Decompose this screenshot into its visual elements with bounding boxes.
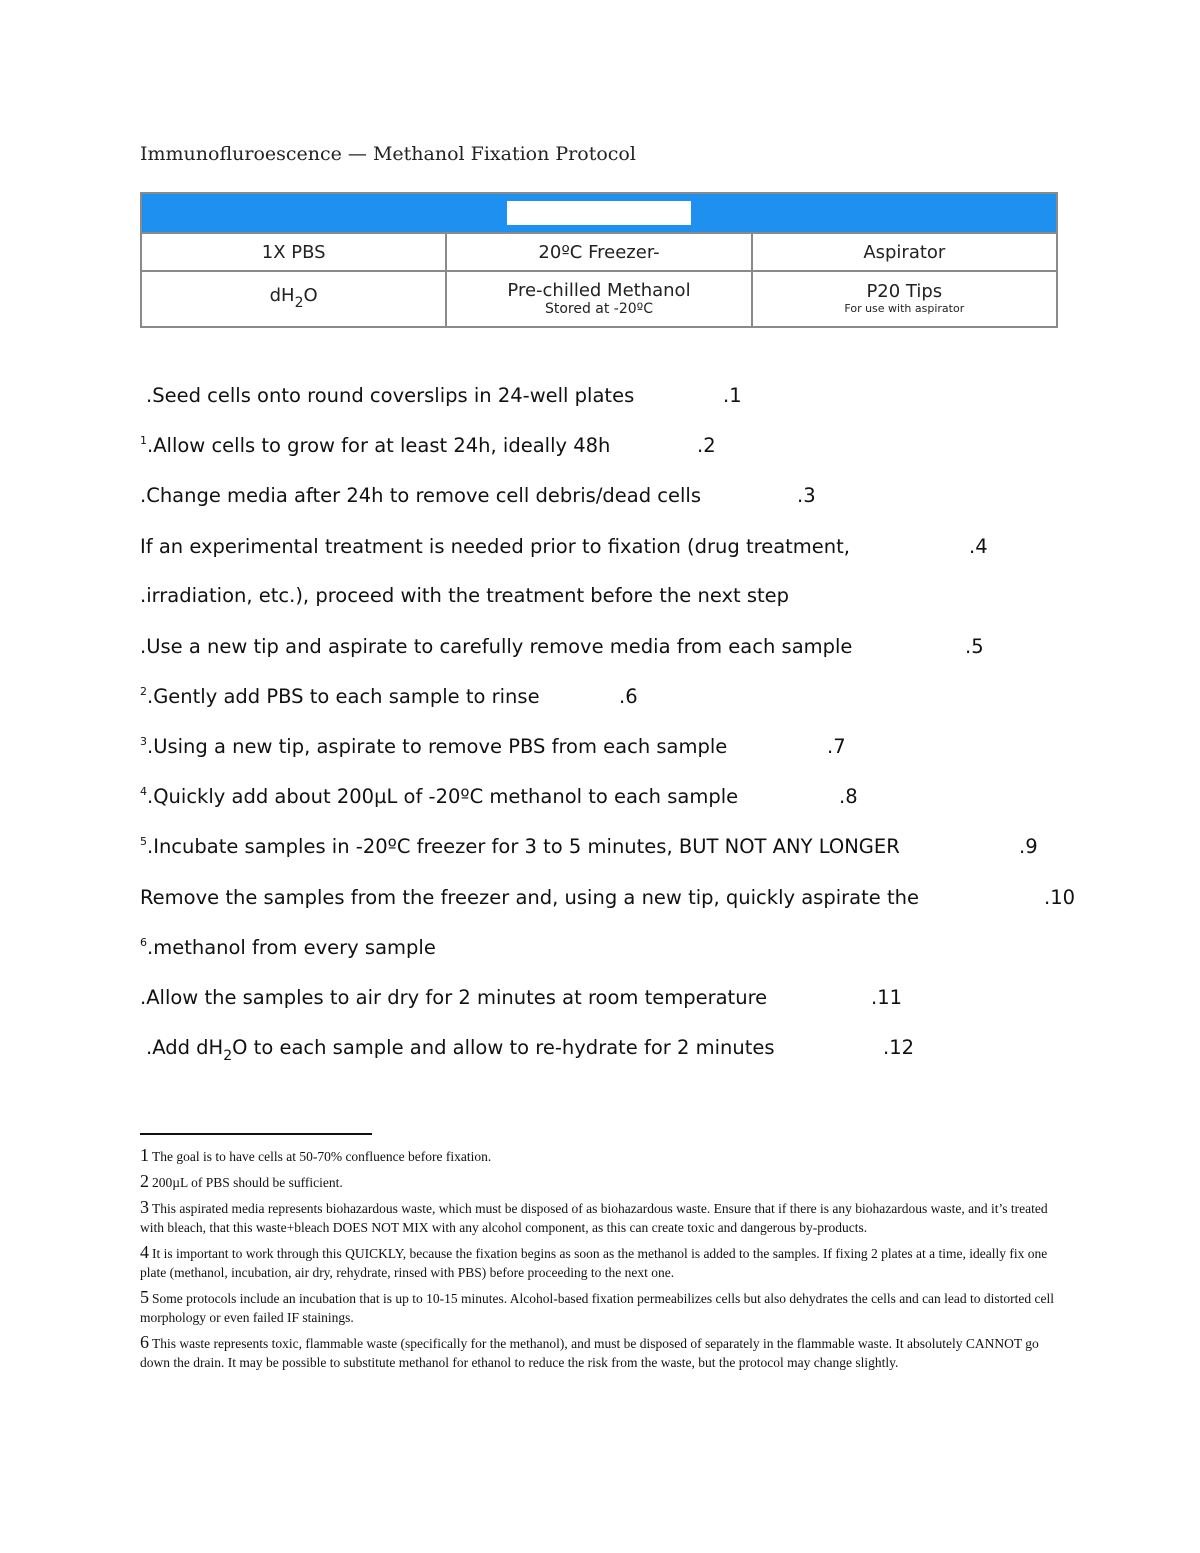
footnote-separator bbox=[140, 1133, 372, 1135]
footnotes bbox=[140, 1146, 1060, 1378]
step-text: .Quickly add about 200µL of -20ºC methanol to each sample bbox=[147, 785, 739, 808]
supplies-row bbox=[141, 233, 1057, 271]
subscript: 2 bbox=[294, 294, 304, 311]
step-number: .10 bbox=[1044, 886, 1076, 909]
step-line bbox=[140, 484, 701, 507]
footnote-marker: 3 bbox=[140, 735, 147, 748]
step-line bbox=[140, 685, 540, 708]
step-number: .1 bbox=[723, 384, 742, 407]
header-blank-box bbox=[507, 201, 691, 225]
step-line bbox=[140, 835, 900, 858]
supplies-row bbox=[141, 271, 1057, 327]
step-line bbox=[140, 584, 789, 607]
supply-cell bbox=[141, 271, 446, 327]
step-line bbox=[140, 886, 919, 909]
step-text: .Change media after 24h to remove cell debris/dead cells bbox=[140, 484, 701, 507]
supply-cell: Aspirator bbox=[752, 233, 1057, 271]
step-number: .2 bbox=[697, 434, 716, 457]
step-line bbox=[140, 635, 852, 658]
document-title: Immunofluroescence — Methanol Fixation Protocol bbox=[140, 143, 636, 165]
step-text: .irradiation, etc.), proceed with the treatment before the next step bbox=[140, 584, 790, 607]
supply-note: For use with aspirator bbox=[844, 302, 965, 315]
step-number: .3 bbox=[797, 484, 816, 507]
supply-cell: 20ºC Freezer- bbox=[446, 233, 751, 271]
step-text: .Incubate samples in -20ºC freezer for 3 to 5 minutes, BUT NOT ANY LONGER bbox=[147, 835, 900, 858]
footnote bbox=[140, 1172, 1060, 1192]
step-text: O to each sample and allow to re-hydrate for 2 minutes bbox=[232, 1036, 775, 1059]
footnote-marker: 5 bbox=[140, 835, 147, 848]
step-text: .methanol from every sample bbox=[147, 936, 436, 959]
step-number: .9 bbox=[1019, 835, 1038, 858]
step-number: .8 bbox=[839, 785, 858, 808]
footnote-text: The goal is to have cells at 50-70% confluence before fixation. bbox=[152, 1149, 492, 1164]
footnote bbox=[140, 1243, 1060, 1282]
step-line bbox=[146, 1036, 775, 1064]
supply-cell: 1X PBS bbox=[141, 233, 446, 271]
footnote-number: 2 bbox=[140, 1171, 149, 1191]
footnote-number: 6 bbox=[140, 1332, 149, 1352]
subscript: 2 bbox=[223, 1048, 233, 1064]
footnote-marker: 6 bbox=[140, 936, 147, 949]
step-line bbox=[140, 986, 767, 1009]
step-text: .Using a new tip, aspirate to remove PBS from each sample bbox=[147, 735, 728, 758]
step-text: .Gently add PBS to each sample to rinse bbox=[147, 685, 540, 708]
step-text: If an experimental treatment is needed prior to fixation (drug treatment, bbox=[140, 535, 851, 558]
footnote bbox=[140, 1333, 1060, 1372]
footnote-marker: 1 bbox=[140, 434, 147, 447]
supplies-table bbox=[140, 192, 1058, 328]
step-text: Remove the samples from the freezer and, using a new tip, quickly aspirate the bbox=[140, 886, 919, 909]
supply-name: P20 Tips bbox=[866, 281, 943, 302]
footnote bbox=[140, 1288, 1060, 1327]
step-line bbox=[140, 785, 738, 808]
footnote bbox=[140, 1146, 1060, 1166]
step-text: .Seed cells onto round coverslips in 24-well plates bbox=[146, 384, 635, 407]
step-text: .Allow cells to grow for at least 24h, ideally 48h bbox=[147, 434, 611, 457]
step-text: .Use a new tip and aspirate to carefully remove media from each sample bbox=[140, 635, 853, 658]
footnote-text: This waste represents toxic, flammable waste (specifically for the methanol), and must be disposed of separately in the flammable waste. It absolutely CANNOT go down the drain. It may be possible to substitute methanol for ethanol to reduce the risk from the waste, but the protocol may change slightly. bbox=[140, 1336, 1039, 1370]
step-line bbox=[140, 535, 850, 558]
footnote-number: 1 bbox=[140, 1145, 149, 1165]
footnote bbox=[140, 1198, 1060, 1237]
footnote-text: It is important to work through this QUICKLY, because the fixation begins as soon as the methanol is added to the samples. If fixing 2 plates at a time, ideally fix one plate (methanol, incubation, air dry, rehydrate, rinsed with PBS) before proceeding to the next one. bbox=[140, 1246, 1048, 1280]
step-line bbox=[140, 735, 727, 758]
step-number: .4 bbox=[969, 535, 988, 558]
footnote-number: 4 bbox=[140, 1242, 149, 1262]
step-number: .7 bbox=[827, 735, 846, 758]
footnote-text: 200µL of PBS should be sufficient. bbox=[152, 1175, 343, 1190]
footnote-marker: 4 bbox=[140, 785, 147, 798]
footnote-text: This aspirated media represents biohazardous waste, which must be disposed of as biohazardous waste. Ensure that if there is any biohazardous waste, and it’s treated with bleach, that this waste+bleach DOES NOT MIX with any alcohol component, as this can create toxic and dangerous by-products. bbox=[140, 1201, 1048, 1235]
footnote-marker: 2 bbox=[140, 685, 147, 698]
step-text: .Add dH bbox=[146, 1036, 224, 1059]
footnote-number: 5 bbox=[140, 1287, 149, 1307]
step-text: .Allow the samples to air dry for 2 minutes at room temperature bbox=[140, 986, 768, 1009]
supply-note: Stored at -20ºC bbox=[544, 301, 654, 317]
supply-name: Pre-chilled Methanol bbox=[507, 280, 691, 301]
supplies-header-cell bbox=[141, 193, 1057, 233]
step-number: .11 bbox=[871, 986, 903, 1009]
footnote-number: 3 bbox=[140, 1197, 149, 1217]
step-line bbox=[140, 936, 436, 959]
supply-cell bbox=[752, 271, 1057, 327]
step-line bbox=[146, 384, 634, 407]
supplies-header-row bbox=[141, 193, 1057, 233]
footnote-text: Some protocols include an incubation that is up to 10-15 minutes. Alcohol-based fixation permeabilizes cells but also dehydrates the cells and can lead to distorted cell morphology or even failed IF stainings. bbox=[140, 1291, 1055, 1325]
supply-name-tail: O bbox=[303, 284, 318, 306]
step-number: .5 bbox=[965, 635, 984, 658]
step-number: .12 bbox=[883, 1036, 915, 1059]
supply-name: dH bbox=[269, 284, 295, 306]
step-line bbox=[140, 434, 610, 457]
step-number: .6 bbox=[619, 685, 638, 708]
supply-cell bbox=[446, 271, 751, 327]
